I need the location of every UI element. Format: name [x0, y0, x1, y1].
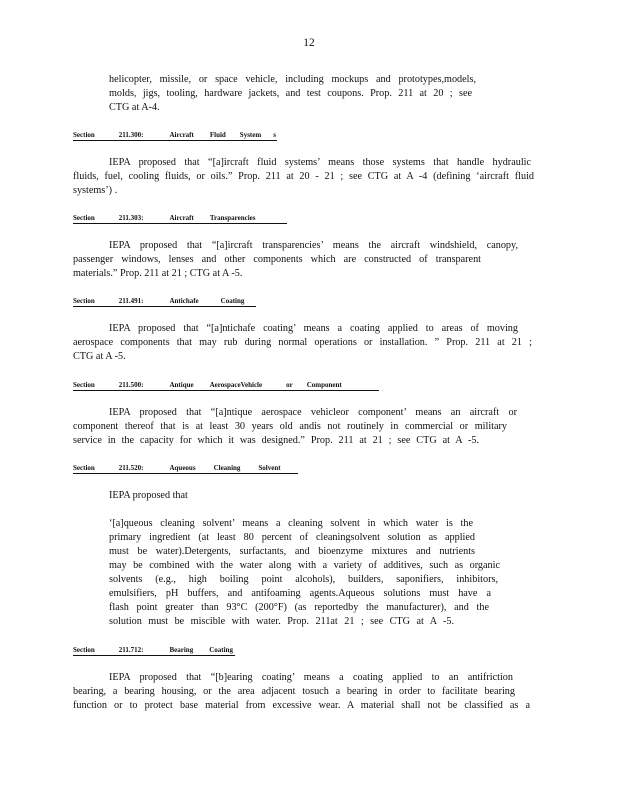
- quote-line: flash point greater than 93°C (200°F) (as reportedby the manufacturer), and the: [109, 602, 489, 613]
- body-line: IEPA proposed that “[a]ircraft transparencies’ means the aircraft windshield, canopy,: [109, 240, 518, 251]
- body-line: service in the capacity for which it was designed.” Prop. 211 at 21 ; see CTG at A -5.: [73, 435, 479, 446]
- quote-line: must be water).Detergents, surfactants, and bioenzyme mixtures and nutrients: [109, 546, 475, 557]
- section-heading-211-520: Section 211.520: Aqueous Cleaning Solvent: [73, 464, 298, 474]
- body-line: IEPA proposed that “[a]ntique aerospace vehicleor component’ means an aircraft or: [109, 407, 517, 418]
- body-line: fluids, fuel, cooling fluids, or oils.” Prop. 211 at 20 - 21 ; see CTG at A -4 (defining ‘aircraft fluid: [73, 171, 534, 182]
- body-line: component thereof that is at least 30 years old andis not routinely in commercial or military: [73, 421, 507, 432]
- section-heading-211-491: Section 211.491: Antichafe Coating: [73, 297, 256, 307]
- body-line: CTG at A-4.: [109, 102, 160, 113]
- quote-line: emulsifiers, pH buffers, and antifoaming agents.Aqueous solutions must have a: [109, 588, 491, 599]
- body-line: IEPA proposed that “[b]earing coating’ means a coating applied to an antifriction: [109, 672, 513, 683]
- body-line: materials.” Prop. 211 at 21 ; CTG at A -5.: [73, 268, 243, 279]
- section-heading-211-500: Section 211.500: Antique AerospaceVehicle or Component: [73, 381, 379, 391]
- quote-line: may be combined with the water along with a variety of additives, such as organic: [109, 560, 500, 571]
- section-heading-211-300: Section 211.300: Aircraft Fluid System s: [73, 131, 276, 139]
- body-line: bearing, a bearing housing, or the area adjacent tosuch a bearing in order to facilitate bearing: [73, 686, 515, 697]
- quote-line: ‘[a]queous cleaning solvent’ means a cleaning solvent in which water is the: [109, 518, 473, 529]
- body-line: systems’) .: [73, 185, 118, 196]
- body-line: IEPA proposed that: [109, 490, 188, 501]
- body-line: aerospace components that may rub during normal operations or installation. ” Prop. 211 at 21 ;: [73, 337, 532, 348]
- body-line: IEPA proposed that “[a]ntichafe coating’ means a coating applied to areas of moving: [109, 323, 518, 334]
- body-line: passenger windows, lenses and other components which are constructed of transparent: [73, 254, 481, 265]
- section-heading-211-303: Section 211.303: Aircraft Transparencies: [73, 214, 287, 224]
- quote-line: primary ingredient (at least 80 percent of cleaningsolvent solution as applied: [109, 532, 475, 543]
- quote-line: solvents (e.g., high boiling point alcohols), builders, saponifiers, inhibitors,: [109, 574, 498, 585]
- body-line: helicopter, missile, or space vehicle, including mockups and prototypes,models,: [109, 74, 476, 85]
- section-heading-211-712: Section 211.712: Bearing Coating: [73, 646, 235, 656]
- body-line: function or to protect base material from excessive wear. A material shall not be classified as a: [73, 700, 530, 711]
- body-line: molds, jigs, tooling, hardware jackets, and test coupons. Prop. 211 at 20 ; see: [109, 88, 472, 99]
- quote-line: solution must be miscible with water. Prop. 211at 21 ; see CTG at A -5.: [109, 616, 454, 627]
- page-number: 12: [303, 37, 315, 49]
- body-line: CTG at A -5.: [73, 351, 126, 362]
- body-line: IEPA proposed that “[a]ircraft fluid systems’ means those systems that handle hydraulic: [109, 157, 531, 168]
